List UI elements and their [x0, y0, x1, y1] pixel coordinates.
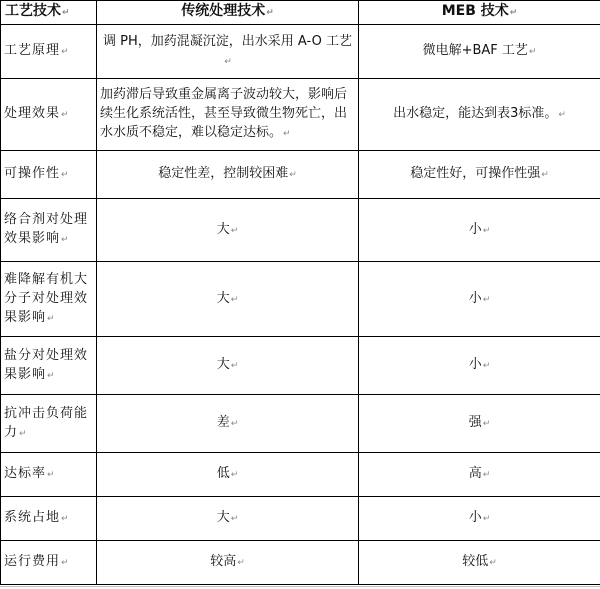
row-label: 络合剂对处理效果影响↵ — [1, 199, 97, 262]
row-label: 工艺原理↵ — [1, 25, 97, 79]
paragraph-mark: ↵ — [61, 235, 70, 245]
table-row — [1, 453, 600, 497]
paragraph-mark: ↵ — [283, 129, 291, 139]
paragraph-mark: ↵ — [541, 170, 549, 180]
table-row — [1, 199, 600, 262]
meb-cell: 小↵ — [359, 262, 600, 337]
traditional-cell: 大↵ — [97, 262, 359, 337]
traditional-cell: 较高↵ — [97, 541, 359, 585]
page-bottom-rule — [0, 586, 600, 587]
paragraph-mark: ↵ — [224, 56, 232, 67]
traditional-cell: 大↵ — [97, 337, 359, 395]
meb-cell: 出水稳定，能达到表3标准。↵ — [359, 79, 600, 151]
table-row — [1, 541, 600, 585]
traditional-cell: 加药滞后导致重金属离子波动较大，影响后续生化系统活性，甚至导致微生物死亡，出水水质不稳定，难以稳定达标。↵ — [97, 79, 359, 151]
paragraph-mark: ↵ — [482, 294, 491, 305]
row-label: 难降解有机大分子对处理效果影响↵ — [1, 262, 97, 337]
table-row — [1, 497, 600, 541]
paragraph-mark: ↵ — [47, 470, 56, 480]
paragraph-mark: ↵ — [230, 361, 239, 371]
paragraph-mark: ↵ — [47, 313, 56, 324]
paragraph-mark: ↵ — [19, 428, 28, 439]
paragraph-mark: ↵ — [482, 361, 491, 371]
paragraph-mark: ↵ — [289, 170, 297, 180]
table-header-row — [1, 1, 600, 25]
table-row — [1, 395, 600, 453]
paragraph-mark: ↵ — [489, 558, 497, 568]
paragraph-mark: ↵ — [237, 558, 245, 568]
row-label: 抗冲击负荷能力↵ — [1, 395, 97, 453]
meb-cell: 小↵ — [359, 337, 600, 395]
paragraph-mark: ↵ — [61, 170, 70, 180]
paragraph-mark: ↵ — [482, 514, 491, 524]
row-label: 可操作性↵ — [1, 151, 97, 199]
paragraph-mark: ↵ — [230, 514, 239, 524]
paragraph-mark: ↵ — [61, 558, 70, 568]
traditional-cell: 差↵ — [97, 395, 359, 453]
paragraph-mark: ↵ — [62, 8, 70, 18]
paragraph-mark: ↵ — [482, 470, 491, 480]
paragraph-mark: ↵ — [47, 370, 56, 381]
table-row — [1, 337, 600, 395]
meb-cell: 较低↵ — [359, 541, 600, 585]
paragraph-mark: ↵ — [509, 8, 518, 18]
row-label: 达标率↵ — [1, 453, 97, 497]
table-row — [1, 25, 600, 79]
traditional-cell: 大↵ — [97, 497, 359, 541]
paragraph-mark: ↵ — [61, 110, 70, 120]
meb-cell: 微电解+BAF 工艺↵ — [359, 25, 600, 79]
row-label: 处理效果↵ — [1, 79, 97, 151]
meb-cell: 小↵ — [359, 199, 600, 262]
paragraph-mark: ↵ — [61, 47, 70, 57]
traditional-cell: 调 PH，加药混凝沉淀，出水采用 A-O 工艺↵ — [97, 25, 359, 79]
table-row — [1, 262, 600, 337]
paragraph-mark: ↵ — [528, 47, 537, 57]
traditional-cell: 稳定性差，控制较困难↵ — [97, 151, 359, 199]
table-row — [1, 151, 600, 199]
paragraph-mark: ↵ — [266, 8, 274, 18]
header-meb-technology: MEB 技术↵ — [359, 1, 600, 25]
row-label: 盐分对处理效果影响↵ — [1, 337, 97, 395]
row-label: 运行费用↵ — [1, 541, 97, 585]
paragraph-mark: ↵ — [61, 514, 70, 524]
meb-cell: 稳定性好，可操作性强↵ — [359, 151, 600, 199]
traditional-cell: 低↵ — [97, 453, 359, 497]
paragraph-mark: ↵ — [230, 294, 239, 305]
paragraph-mark: ↵ — [230, 419, 239, 429]
meb-cell: 高↵ — [359, 453, 600, 497]
table-row — [1, 79, 600, 151]
paragraph-mark: ↵ — [482, 419, 491, 429]
paragraph-mark: ↵ — [558, 110, 566, 120]
paragraph-mark: ↵ — [482, 225, 491, 236]
traditional-cell: 大↵ — [97, 199, 359, 262]
meb-cell: 强↵ — [359, 395, 600, 453]
header-process-technology: 工艺技术↵ — [1, 1, 97, 25]
meb-cell: 小↵ — [359, 497, 600, 541]
row-label: 系统占地↵ — [1, 497, 97, 541]
paragraph-mark: ↵ — [230, 470, 239, 480]
paragraph-mark: ↵ — [230, 225, 239, 236]
header-traditional-technology: 传统处理技术↵ — [97, 1, 359, 25]
